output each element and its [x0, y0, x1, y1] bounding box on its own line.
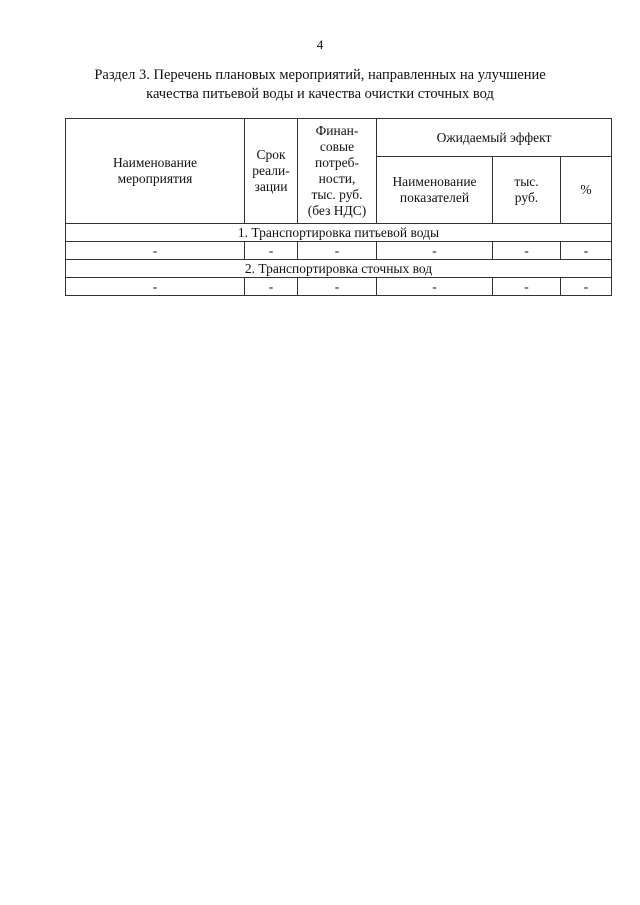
section-title-cell: 2. Транспортировка сточных вод [66, 260, 612, 278]
table-row [66, 278, 612, 296]
table-cell: - [245, 278, 298, 296]
table-cell: - [298, 278, 377, 296]
header-expected-effect: Ожидаемый эффект [377, 119, 612, 157]
table-cell: - [377, 242, 493, 260]
section-row-wastewater [66, 260, 612, 278]
plan-table [65, 118, 612, 296]
section-title-cell: 1. Транспортировка питьевой воды [66, 224, 612, 242]
table-cell: - [377, 278, 493, 296]
section-title-line-2: качества питьевой воды и качества очистки сточных вод [146, 86, 494, 102]
section-row-drinking-water [66, 224, 612, 242]
header-thousand-rub: тыс. руб. [493, 157, 561, 224]
table-cell: - [561, 242, 612, 260]
header-indicator-name: Наименование показателей [377, 157, 493, 224]
header-percent: % [561, 157, 612, 224]
table-cell: - [493, 242, 561, 260]
header-term: Срок реали- зации [245, 119, 298, 224]
header-finance: Финан- совые потреб- ности, тыс. руб. (без НДС) [298, 119, 377, 224]
section-title-line-1: Раздел 3. Перечень плановых мероприятий, направленных на улучшение [94, 67, 546, 83]
table-cell: - [298, 242, 377, 260]
table-cell: - [493, 278, 561, 296]
section-title [60, 66, 580, 104]
page-number: 4 [316, 37, 324, 52]
table-cell: - [561, 278, 612, 296]
header-activity-name: Наименование мероприятия [66, 119, 245, 224]
table-row [66, 242, 612, 260]
table-cell: - [66, 278, 245, 296]
table-cell: - [245, 242, 298, 260]
table-cell: - [66, 242, 245, 260]
